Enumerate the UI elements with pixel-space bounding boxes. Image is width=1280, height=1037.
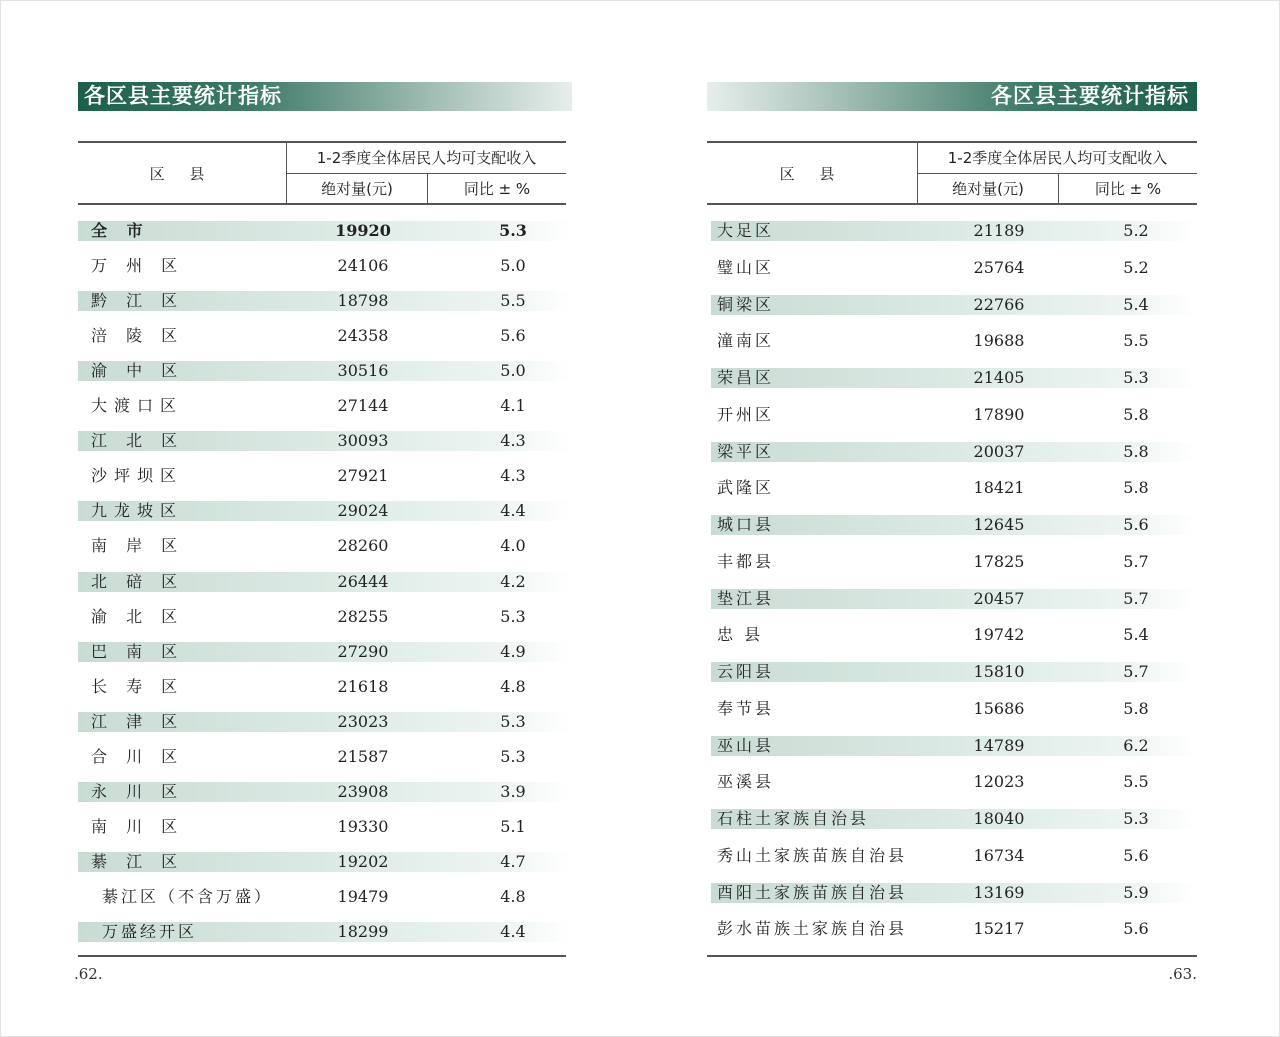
region-name: 大渡口区 xyxy=(91,396,184,416)
absolute-value: 21587 xyxy=(337,746,389,766)
yoy-value: 4.3 xyxy=(500,431,526,451)
header-region: 区 县 xyxy=(779,164,845,183)
absolute-value: 19688 xyxy=(973,331,1025,351)
yoy-value: 5.0 xyxy=(500,256,526,276)
absolute-value: 15810 xyxy=(973,662,1025,681)
table-row xyxy=(711,221,1197,241)
table-row xyxy=(711,368,1197,388)
table-row xyxy=(711,331,1197,351)
absolute-value: 21618 xyxy=(337,676,389,696)
yoy-value: 5.3 xyxy=(500,711,526,731)
region-name: 南 岸 区 xyxy=(91,536,185,556)
region-name: 永 川 区 xyxy=(91,781,185,801)
table-row xyxy=(78,782,572,802)
header-income-title: 1-2季度全体居民人均可支配收入 xyxy=(918,143,1197,174)
table-row xyxy=(78,501,572,521)
yoy-value: 4.1 xyxy=(500,396,526,416)
region-name: 垫江县 xyxy=(717,588,775,608)
region-name: 綦 江 区 xyxy=(91,851,185,871)
absolute-value: 23023 xyxy=(337,711,389,731)
table-row xyxy=(78,221,572,241)
page-number: .62. xyxy=(74,965,103,983)
table-header xyxy=(78,141,566,205)
absolute-value: 24106 xyxy=(337,256,389,276)
absolute-value: 14789 xyxy=(973,735,1025,755)
region-name: 巴 南 区 xyxy=(91,641,185,661)
region-name: 涪 陵 区 xyxy=(91,326,185,346)
header-yoy: 同比 ± % xyxy=(1094,180,1162,198)
absolute-value: 12023 xyxy=(973,772,1025,792)
absolute-value: 30516 xyxy=(337,361,389,381)
yoy-value: 5.6 xyxy=(1123,845,1149,865)
absolute-value: 15217 xyxy=(973,919,1025,939)
header-income-group xyxy=(286,143,566,203)
header-absolute: 绝对量(元) xyxy=(918,174,1059,205)
header-region: 区 县 xyxy=(149,164,215,183)
yoy-value: 5.6 xyxy=(1123,515,1149,534)
yoy-value: 5.6 xyxy=(1123,919,1149,939)
yoy-value: 5.3 xyxy=(1123,809,1149,828)
region-name: 铜梁区 xyxy=(717,294,775,314)
table-row xyxy=(711,846,1197,866)
absolute-value: 17825 xyxy=(973,551,1025,571)
table-row xyxy=(711,589,1197,609)
region-name: 彭水苗族土家族自治县 xyxy=(717,919,908,939)
region-name: 渝 中 区 xyxy=(91,361,185,381)
table-row xyxy=(711,736,1197,756)
region-name: 綦江区（不含万盛） xyxy=(102,886,274,906)
yoy-value: 4.3 xyxy=(500,466,526,486)
page-banner: 各区县主要统计指标 xyxy=(78,82,572,111)
yoy-value: 4.2 xyxy=(500,571,526,591)
yoy-value: 5.8 xyxy=(1123,441,1149,461)
absolute-value: 21405 xyxy=(973,368,1025,387)
table-bottom-rule xyxy=(707,955,1197,957)
yoy-value: 5.4 xyxy=(1123,625,1149,645)
region-name: 江 津 区 xyxy=(91,711,185,731)
absolute-value: 20457 xyxy=(973,588,1025,608)
absolute-value: 18040 xyxy=(973,809,1025,828)
region-name: 九龙坡区 xyxy=(91,501,184,521)
table-row xyxy=(78,677,572,697)
yoy-value: 5.3 xyxy=(500,606,526,626)
table-row xyxy=(711,883,1197,903)
region-name: 长 寿 区 xyxy=(91,676,185,696)
table-row xyxy=(78,361,572,381)
region-name: 万盛经开区 xyxy=(102,922,198,941)
absolute-value: 27921 xyxy=(337,466,389,486)
region-name: 大足区 xyxy=(717,221,775,240)
yoy-value: 5.4 xyxy=(1123,294,1149,314)
page-number: .63. xyxy=(1168,965,1197,983)
table-header xyxy=(707,141,1197,205)
absolute-value: 22766 xyxy=(973,294,1025,314)
table-row xyxy=(78,747,572,767)
yoy-value: 4.8 xyxy=(500,676,526,696)
yoy-value: 4.0 xyxy=(500,536,526,556)
absolute-value: 12645 xyxy=(973,515,1025,534)
right-page xyxy=(707,0,1197,1037)
region-name: 城口县 xyxy=(717,515,775,534)
absolute-value: 28255 xyxy=(337,606,389,626)
yoy-value: 5.7 xyxy=(1123,551,1149,571)
absolute-value: 19479 xyxy=(337,886,389,906)
region-name: 全 市 xyxy=(91,221,150,240)
region-name: 忠 县 xyxy=(717,625,764,645)
header-income-title: 1-2季度全体居民人均可支配收入 xyxy=(287,143,566,174)
absolute-value: 16734 xyxy=(973,845,1025,865)
region-name: 巫山县 xyxy=(717,735,775,755)
region-name: 万 州 区 xyxy=(91,256,185,276)
yoy-value: 5.7 xyxy=(1123,588,1149,608)
table-row xyxy=(78,607,572,627)
table-row xyxy=(711,662,1197,682)
table-row xyxy=(711,405,1197,425)
absolute-value: 18798 xyxy=(337,291,389,311)
yoy-value: 5.9 xyxy=(1123,882,1149,902)
absolute-value: 15686 xyxy=(973,698,1025,718)
absolute-value: 13169 xyxy=(973,882,1025,902)
table-bottom-rule xyxy=(78,955,566,957)
yoy-value: 4.9 xyxy=(500,641,526,661)
absolute-value: 19742 xyxy=(973,625,1025,645)
region-name: 奉节县 xyxy=(717,698,775,718)
table-row xyxy=(78,642,572,662)
absolute-value: 18421 xyxy=(973,478,1025,498)
table-row xyxy=(711,258,1197,278)
table-row xyxy=(711,442,1197,462)
yoy-value: 4.8 xyxy=(500,886,526,906)
absolute-value: 23908 xyxy=(337,781,389,801)
table-row xyxy=(78,922,572,942)
region-name: 璧山区 xyxy=(717,257,775,277)
yoy-value: 5.8 xyxy=(1123,478,1149,498)
yoy-value: 5.3 xyxy=(500,746,526,766)
region-name: 巫溪县 xyxy=(717,772,775,792)
absolute-value: 29024 xyxy=(337,501,389,521)
region-name: 合 川 区 xyxy=(91,746,185,766)
yoy-value: 5.3 xyxy=(1123,368,1149,387)
absolute-value: 25764 xyxy=(973,257,1025,277)
table-row xyxy=(711,772,1197,792)
header-absolute: 绝对量(元) xyxy=(287,174,428,205)
region-name: 渝 北 区 xyxy=(91,606,185,626)
absolute-value: 24358 xyxy=(337,326,389,346)
header-yoy: 同比 ± % xyxy=(463,180,531,198)
table-row xyxy=(711,809,1197,829)
table-row xyxy=(711,295,1197,315)
absolute-value: 28260 xyxy=(337,536,389,556)
yoy-value: 3.9 xyxy=(500,781,526,801)
table-row xyxy=(711,478,1197,498)
table-row xyxy=(78,256,572,276)
table-row xyxy=(78,712,572,732)
region-name: 潼南区 xyxy=(717,331,775,351)
yoy-value: 5.7 xyxy=(1123,662,1149,681)
absolute-value: 20037 xyxy=(973,441,1025,461)
region-name: 石柱土家族自治县 xyxy=(717,809,870,828)
region-name: 开州区 xyxy=(717,404,775,424)
page-banner: 各区县主要统计指标 xyxy=(707,82,1197,111)
region-name: 南 川 区 xyxy=(91,816,185,836)
table-row xyxy=(78,572,572,592)
yoy-value: 5.5 xyxy=(1123,331,1149,351)
yoy-value: 5.0 xyxy=(500,361,526,381)
region-name: 荣昌区 xyxy=(717,368,775,387)
table-row xyxy=(78,536,572,556)
absolute-value: 26444 xyxy=(337,571,389,591)
absolute-value: 19920 xyxy=(335,221,391,240)
table-row xyxy=(711,625,1197,645)
header-income-group xyxy=(917,143,1197,203)
table-row xyxy=(711,919,1197,939)
table-row xyxy=(711,552,1197,572)
absolute-value: 19330 xyxy=(337,816,389,836)
yoy-value: 4.4 xyxy=(500,501,526,521)
table-row xyxy=(78,466,572,486)
yoy-value: 5.1 xyxy=(500,816,526,836)
yoy-value: 6.2 xyxy=(1123,735,1149,755)
table-row xyxy=(78,852,572,872)
table-row xyxy=(78,887,572,907)
yoy-value: 4.4 xyxy=(500,922,526,941)
yoy-value: 5.6 xyxy=(500,326,526,346)
table-row xyxy=(78,396,572,416)
absolute-value: 21189 xyxy=(973,221,1025,240)
absolute-value: 19202 xyxy=(337,851,389,871)
table-row xyxy=(78,291,572,311)
region-name: 云阳县 xyxy=(717,662,775,681)
region-name: 北 碚 区 xyxy=(91,571,185,591)
yoy-value: 5.3 xyxy=(499,221,527,240)
table-row xyxy=(711,699,1197,719)
region-name: 梁平区 xyxy=(717,441,775,461)
yoy-value: 5.5 xyxy=(1123,772,1149,792)
absolute-value: 30093 xyxy=(337,431,389,451)
region-name: 江 北 区 xyxy=(91,431,185,451)
table-row xyxy=(711,515,1197,535)
region-name: 酉阳土家族苗族自治县 xyxy=(717,882,908,902)
yoy-value: 4.7 xyxy=(500,851,526,871)
absolute-value: 18299 xyxy=(337,922,389,941)
absolute-value: 27144 xyxy=(337,396,389,416)
region-name: 沙坪坝区 xyxy=(91,466,184,486)
region-name: 黔 江 区 xyxy=(91,291,185,311)
yoy-value: 5.2 xyxy=(1123,257,1149,277)
absolute-value: 17890 xyxy=(973,404,1025,424)
yoy-value: 5.2 xyxy=(1123,221,1149,240)
yoy-value: 5.8 xyxy=(1123,698,1149,718)
yoy-value: 5.5 xyxy=(500,291,526,311)
left-page xyxy=(74,0,572,1037)
table-row xyxy=(78,431,572,451)
yoy-value: 5.8 xyxy=(1123,404,1149,424)
absolute-value: 27290 xyxy=(337,641,389,661)
region-name: 丰都县 xyxy=(717,551,775,571)
table-row xyxy=(78,326,572,346)
region-name: 武隆区 xyxy=(717,478,775,498)
table-row xyxy=(78,817,572,837)
region-name: 秀山土家族苗族自治县 xyxy=(717,845,908,865)
